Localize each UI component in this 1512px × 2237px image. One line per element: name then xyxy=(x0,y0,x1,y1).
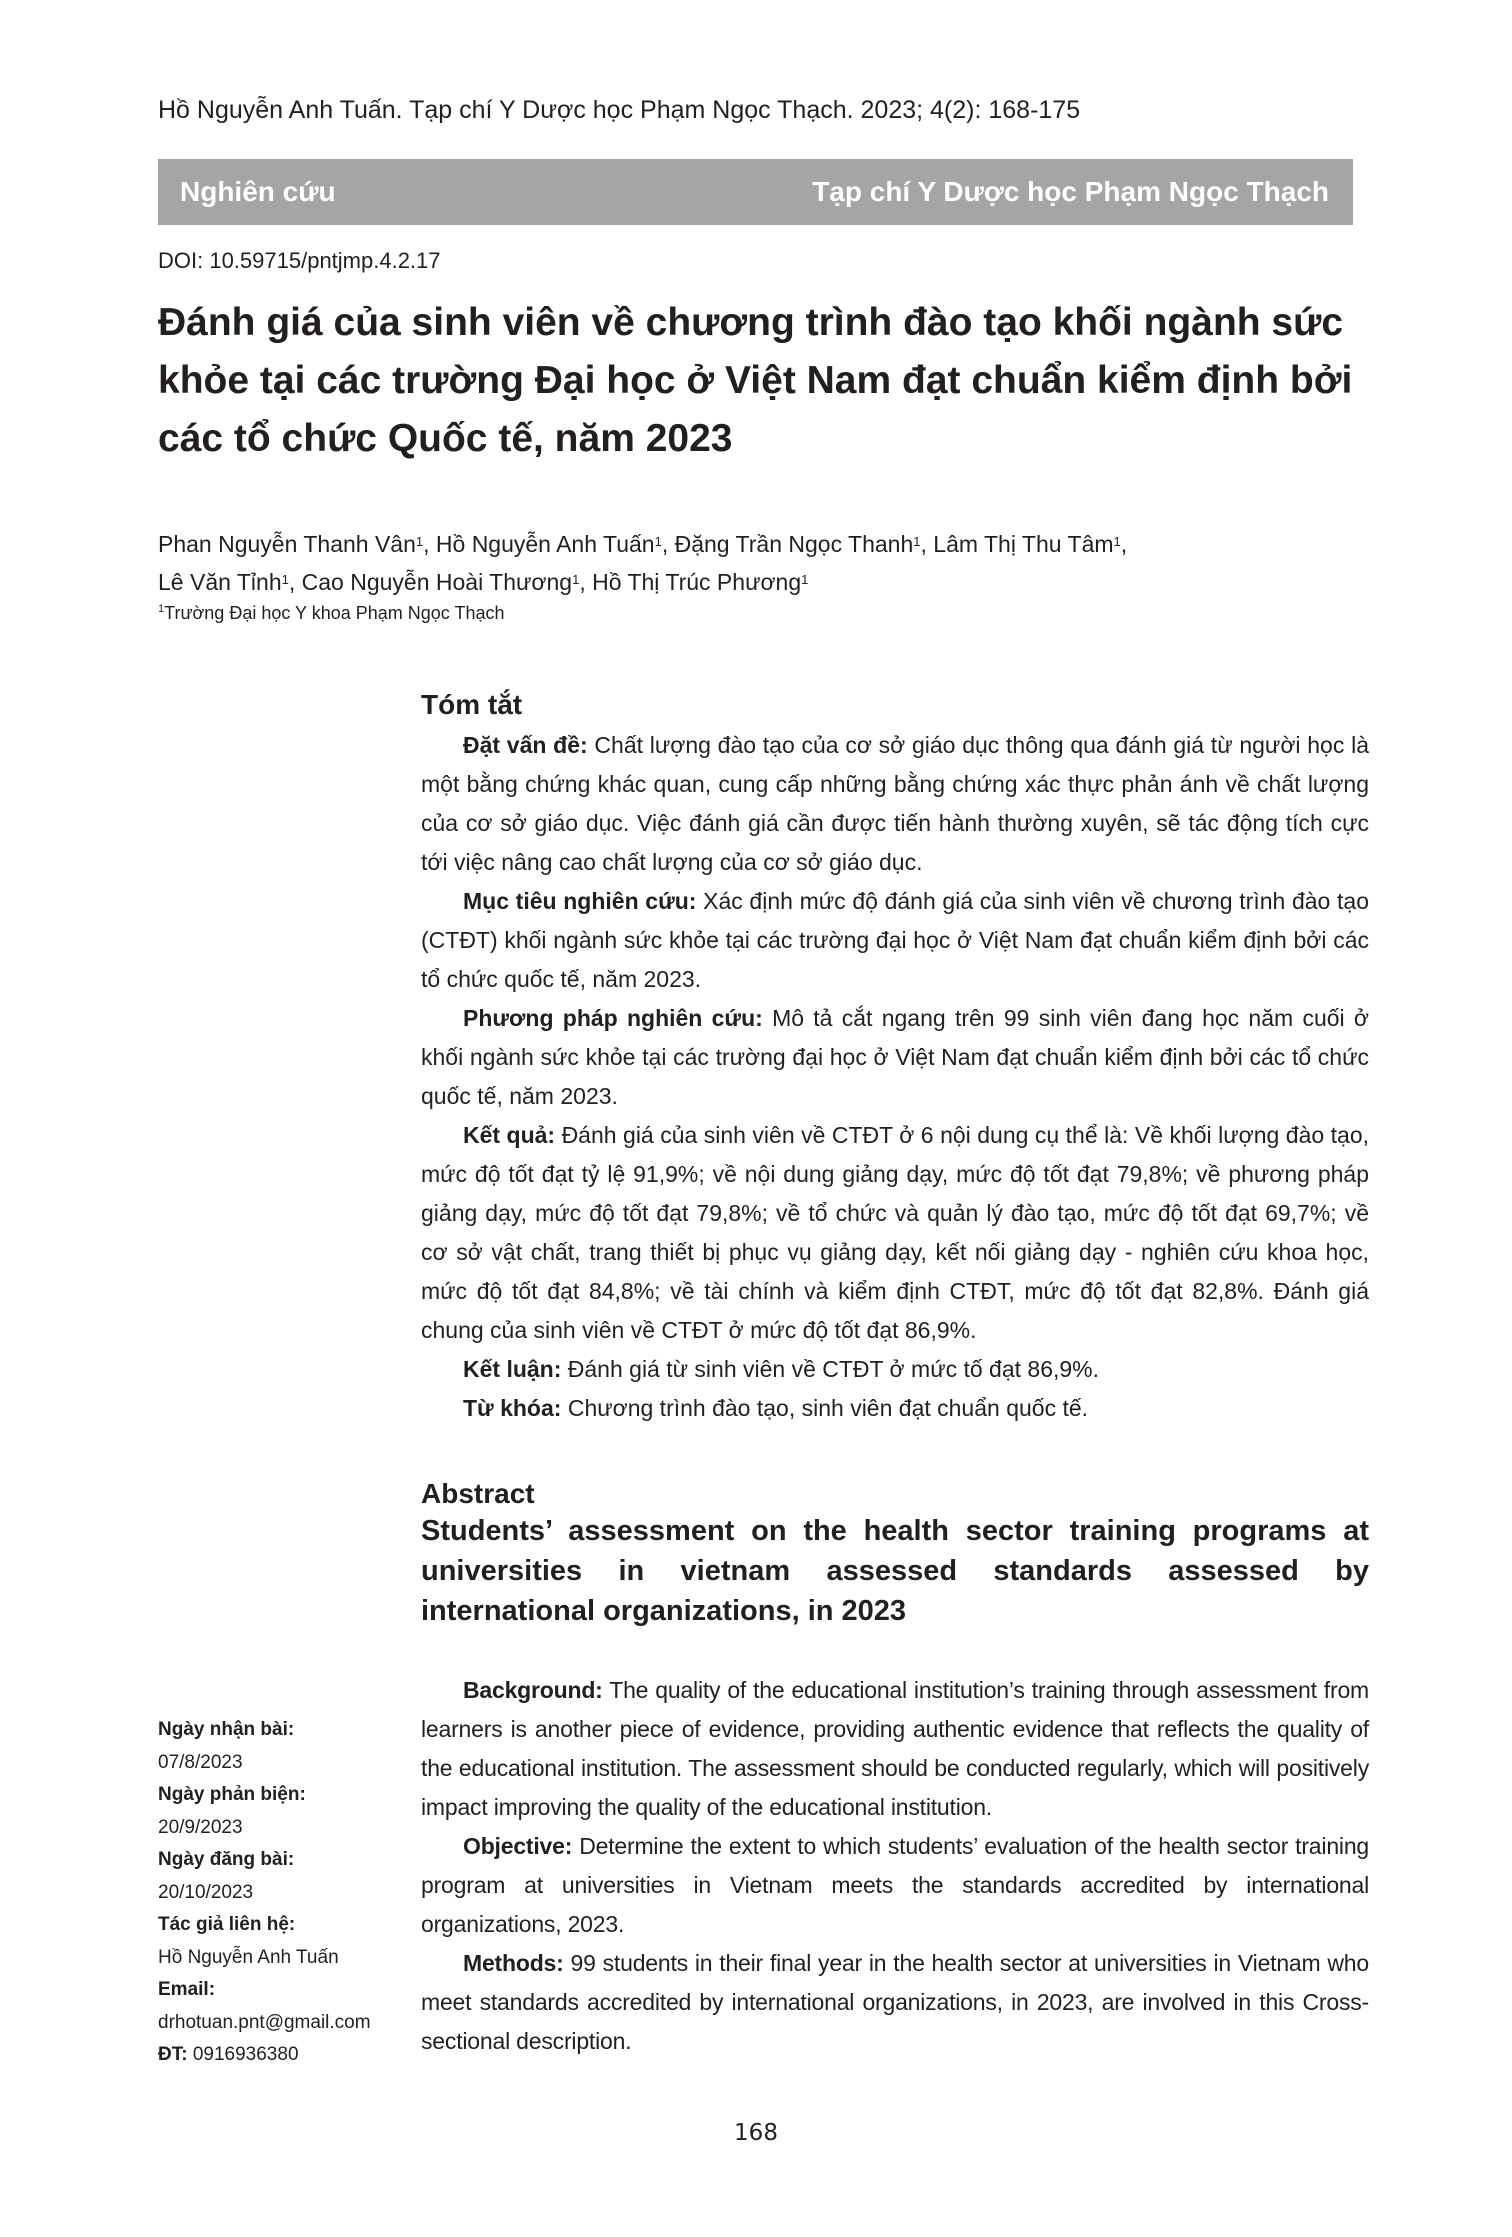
received-date-label: Ngày nhận bài: xyxy=(158,1719,295,1740)
email-label: Email: xyxy=(158,1979,216,2000)
tom-tat-heading: Tóm tắt xyxy=(421,689,523,720)
email-link[interactable]: drhotuan.pnt@gmail.com xyxy=(158,2011,371,2033)
summary-paragraph: Phương pháp nghiên cứu: Mô tả cắt ngang trên 99 sinh viên đang học năm cuối ở khối ngành sức khỏe tại các trường đại học ở Việt Nam đạt chuẩn kiểm định bởi các tổ chức quốc tế, năm 2023. xyxy=(421,1005,1369,1109)
doi[interactable]: DOI: 10.59715/pntjmp.4.2.17 xyxy=(158,248,441,273)
author: Cao Nguyễn Hoài Thương$^1$, xyxy=(301,569,593,595)
page-number: 168 xyxy=(734,2120,778,2146)
journal-name: Tạp chí Y Dược học Phạm Ngọc Thạch xyxy=(812,176,1329,207)
section-label: Nghiên cứu xyxy=(180,176,336,207)
summary-paragraph: Mục tiêu nghiên cứu: Xác định mức độ đánh giá của sinh viên về chương trình đào tạo (CTĐT) khối ngành sức khỏe tại các trường đại học ở Việt Nam đạt chuẩn kiểm định bởi các tổ chức quốc tế, năm 2023. xyxy=(421,888,1369,992)
keywords: Từ khóa: Chương trình đào tạo, sinh viên đạt chuẩn quốc tế. xyxy=(463,1395,1089,1421)
review-date: 20/9/2023 xyxy=(158,1816,243,1838)
running-citation: Hồ Nguyễn Anh Tuấn. Tạp chí Y Dược học Phạm Ngọc Thạch. 2023; 4(2): 168-175 xyxy=(158,96,1081,124)
author: Lê Văn Tỉnh$^1$, xyxy=(158,569,302,595)
publish-date: 20/10/2023 xyxy=(158,1881,254,1903)
author: Phan Nguyễn Thanh Vân$^1$, xyxy=(158,531,436,557)
affiliation: $^1$Trường Đại học Y khoa Phạm Ngọc Thạch xyxy=(158,603,505,623)
abstract-section xyxy=(421,1477,1369,2061)
abstract-title: Students’ assessment on the health sector training programs at universities in vietnam assessed standards assessed by international organizations, in 2023 xyxy=(421,1515,1369,1627)
article-title: Đánh giá của sinh viên về chương trình đào tạo khối ngành sức khỏe tại các trường Đại học ở Việt Nam đạt chuẩn kiểm định bởi các tổ chức Quốc tế, năm 2023 xyxy=(158,301,1353,460)
section-band xyxy=(158,159,1353,225)
tom-tat-section xyxy=(421,688,1369,1428)
author: Hồ Nguyễn Anh Tuấn$^1$, xyxy=(435,531,675,557)
review-date-label: Ngày phản biện: xyxy=(158,1784,306,1805)
abstract-heading: Abstract xyxy=(421,1478,535,1509)
corresponding-author: Hồ Nguyễn Anh Tuấn xyxy=(158,1946,339,1968)
corresponding-author-label: Tác giả liên hệ: xyxy=(158,1914,296,1935)
summary-paragraph: Kết luận: Đánh giá từ sinh viên về CTĐT ở mức tố đạt 86,9%. xyxy=(463,1356,1100,1382)
author: Hồ Thị Trúc Phương$^1$ xyxy=(592,569,809,595)
author: Đặng Trần Ngọc Thanh$^1$, xyxy=(674,531,934,557)
abstract-paragraph: Background: The quality of the educational institution’s training through assessment from learners is another piece of evidence, providing authentic evidence that reflects the quality of the educational institution. The assessment should be conducted regularly, which will positively impact improving the quality of the educational institution. xyxy=(421,1677,1369,1820)
author-list xyxy=(158,525,1358,601)
abstract-paragraph: Methods: 99 students in their final year in the health sector at universities in Vietnam who meet standards accredited by international organizations, in 2023, are involved in this Cross-sectional description. xyxy=(421,1950,1369,2054)
author: Lâm Thị Thu Tâm$^1$, xyxy=(933,531,1128,557)
received-date: 07/8/2023 xyxy=(158,1751,243,1773)
phone: ĐT: 0916936380 xyxy=(158,2044,299,2065)
article-metadata xyxy=(158,1714,418,2072)
summary-paragraph: Đặt vấn đề: Chất lượng đào tạo của cơ sở giáo dục thông qua đánh giá từ người học là một bằng chứng khác quan, cung cấp những bằng chứng xác thực phản ánh về chất lượng của cơ sở giáo dục. Việc đánh giá cần được tiến hành thường xuyên, sẽ tác động tích cực tới việc nâng cao chất lượng của cơ sở giáo dục. xyxy=(421,732,1369,875)
abstract-paragraph: Objective: Determine the extent to which students’ evaluation of the health sector training program at universities in Vietnam meets the standards accredited by international organizations, 2023. xyxy=(421,1833,1369,1937)
publish-date-label: Ngày đăng bài: xyxy=(158,1849,295,1870)
summary-paragraph: Kết quả: Đánh giá của sinh viên về CTĐT ở 6 nội dung cụ thể là: Về khối lượng đào tạo, mức độ tốt đạt tỷ lệ 91,9%; về nội dung giảng dạy, mức độ tốt đạt 79,8%; về phương pháp giảng dạy, mức độ tốt đạt 79,8%; về tổ chức và quản lý đào tạo, mức độ tốt đạt 69,7%; về cơ sở vật chất, trang thiết bị phục vụ giảng dạy, kết nối giảng dạy - nghiên cứu khoa học, mức độ tốt đạt 84,8%; về tài chính và kiểm định CTĐT, mức độ tốt đạt 82,8%. Đánh giá chung của sinh viên về CTĐT ở mức độ tốt đạt 86,9%. xyxy=(421,1122,1370,1343)
